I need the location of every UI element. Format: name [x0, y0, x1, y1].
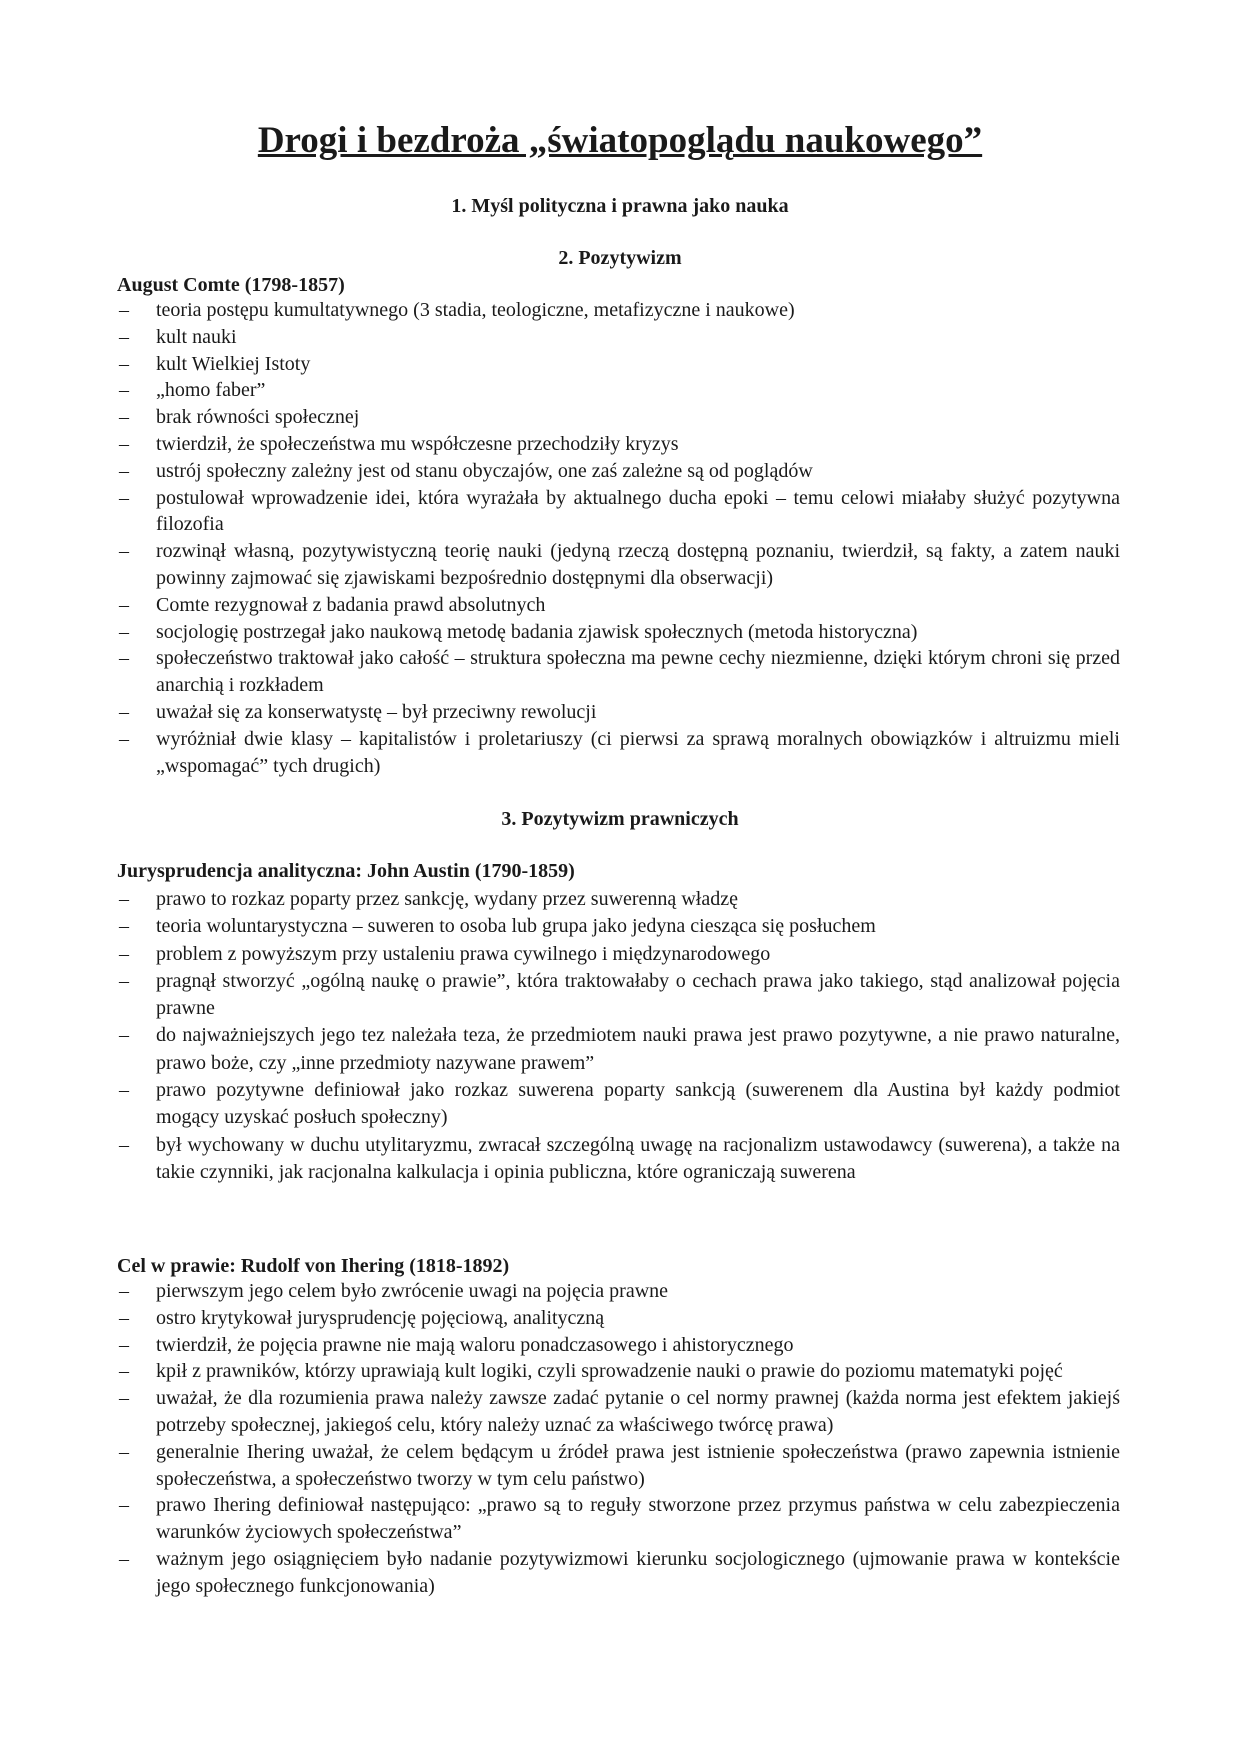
list-item: – ustrój społeczny zależny jest od stanu obyczajów, one zaś zależne są od poglądów	[117, 458, 1120, 485]
section-heading: 3. Pozytywizm prawniczych	[501, 808, 739, 830]
group-subheading: August Comte (1798-1857)	[117, 274, 345, 296]
document-title: Drogi i bezdroża „światopoglądu naukowego”	[257, 120, 983, 161]
list-item: – Comte rezygnował z badania prawd absolutnych	[117, 592, 1120, 619]
group-subheading: Jurysprudencja analityczna: John Austin (1790-1859)	[117, 860, 575, 882]
list-item: – pierwszym jego celem było zwrócenie uwagi na pojęcia prawne	[117, 1278, 1120, 1305]
list-item: – brak równości społecznej	[117, 404, 1120, 431]
bullet-list	[117, 1278, 1120, 1600]
list-item: – był wychowany w duchu utylitaryzmu, zwracał szczególną uwagę na racjonalizm ustawodawcy (suwerena), a także na takie czynniki, jak racjonalna kalkulacja i opinia publiczna, które ograniczają suwerena	[117, 1132, 1120, 1187]
list-item: – problem z powyższym przy ustaleniu prawa cywilnego i międzynarodowego	[117, 941, 1120, 968]
list-item: – teoria woluntarystyczna – suweren to osoba lub grupa jako jedyna ciesząca się posłuchem	[117, 913, 1120, 940]
list-item: – kult Wielkiej Istoty	[117, 351, 1120, 378]
group-subheading: Cel w prawie: Rudolf von Ihering (1818-1892)	[117, 1255, 510, 1277]
section-heading: 1. Myśl polityczna i prawna jako nauka	[451, 195, 789, 217]
list-item: – generalnie Ihering uważał, że celem będącym u źródeł prawa jest istnienie społeczeństwa (prawo zapewnia istnienie społeczeństwa, a społeczeństwo tworzy w tym celu państwo)	[117, 1439, 1120, 1493]
list-item: – rozwinął własną, pozytywistyczną teorię nauki (jedyną rzeczą dostępną poznaniu, twierdził, są fakty, a zatem nauki powinny zajmować się zjawiskami bezpośrednio dostępnymi dla obserwacji)	[117, 538, 1120, 592]
list-item: – prawo pozytywne definiował jako rozkaz suwerena poparty sankcją (suwerenem dla Austina był każdy podmiot mogący uzyskać posłuch społeczny)	[117, 1077, 1120, 1132]
list-item: – pragnął stworzyć „ogólną naukę o prawie”, która traktowałaby o cechach prawa jako takiego, stąd analizował pojęcia prawne	[117, 968, 1120, 1023]
list-item: – wyróżniał dwie klasy – kapitalistów i proletariuszy (ci pierwsi za sprawą moralnych obowiązków i altruizmu mieli „wspomagać” tych drugich)	[117, 726, 1120, 780]
list-item: – społeczeństwo traktował jako całość – struktura społeczna ma pewne cechy niezmienne, dzięki którym chroni się przed anarchią i rozkładem	[117, 645, 1120, 699]
bullet-list	[117, 886, 1120, 1186]
list-item: – ostro krytykował jurysprudencję pojęciową, analityczną	[117, 1305, 1120, 1332]
list-item: – kult nauki	[117, 324, 1120, 351]
list-item: – twierdził, że pojęcia prawne nie mają waloru ponadczasowego i ahistorycznego	[117, 1332, 1120, 1359]
list-item: – do najważniejszych jego tez należała teza, że przedmiotem nauki prawa jest prawo pozytywne, a nie prawo naturalne, prawo boże, czy „inne przedmioty nazywane prawem”	[117, 1022, 1120, 1077]
list-item: – postulował wprowadzenie idei, która wyrażała by aktualnego ducha epoki – temu celowi miałaby służyć pozytywna filozofia	[117, 485, 1120, 539]
section-heading: 2. Pozytywizm	[558, 247, 682, 269]
list-item: – twierdził, że społeczeństwa mu współczesne przechodziły kryzys	[117, 431, 1120, 458]
list-item: – kpił z prawników, którzy uprawiają kult logiki, czyli sprowadzenie nauki o prawie do poziomu matematyki pojęć	[117, 1358, 1120, 1385]
list-item: – prawo to rozkaz poparty przez sankcję, wydany przez suwerenną władzę	[117, 886, 1120, 913]
list-item: – uważał się za konserwatystę – był przeciwny rewolucji	[117, 699, 1120, 726]
list-item: – teoria postępu kumultatywnego (3 stadia, teologiczne, metafizyczne i naukowe)	[117, 297, 1120, 324]
list-item: – uważał, że dla rozumienia prawa należy zawsze zadać pytanie o cel normy prawnej (każda norma jest efektem jakiejś potrzeby społecznej, jakiegoś celu, który należy uznać za właściwego twórcę prawa)	[117, 1385, 1120, 1439]
list-item: – „homo faber”	[117, 377, 1120, 404]
list-item: – ważnym jego osiągnięciem było nadanie pozytywizmowi kierunku socjologicznego (ujmowanie prawa w kontekście jego społecznego funkcjonowania)	[117, 1546, 1120, 1600]
bullet-list	[117, 297, 1120, 779]
list-item: – prawo Ihering definiował następująco: „prawo są to reguły stworzone przez przymus państwa w celu zabezpieczenia warunków życiowych społeczeństwa”	[117, 1492, 1120, 1546]
list-item: – socjologię postrzegał jako naukową metodę badania zjawisk społecznych (metoda historyczna)	[117, 619, 1120, 646]
